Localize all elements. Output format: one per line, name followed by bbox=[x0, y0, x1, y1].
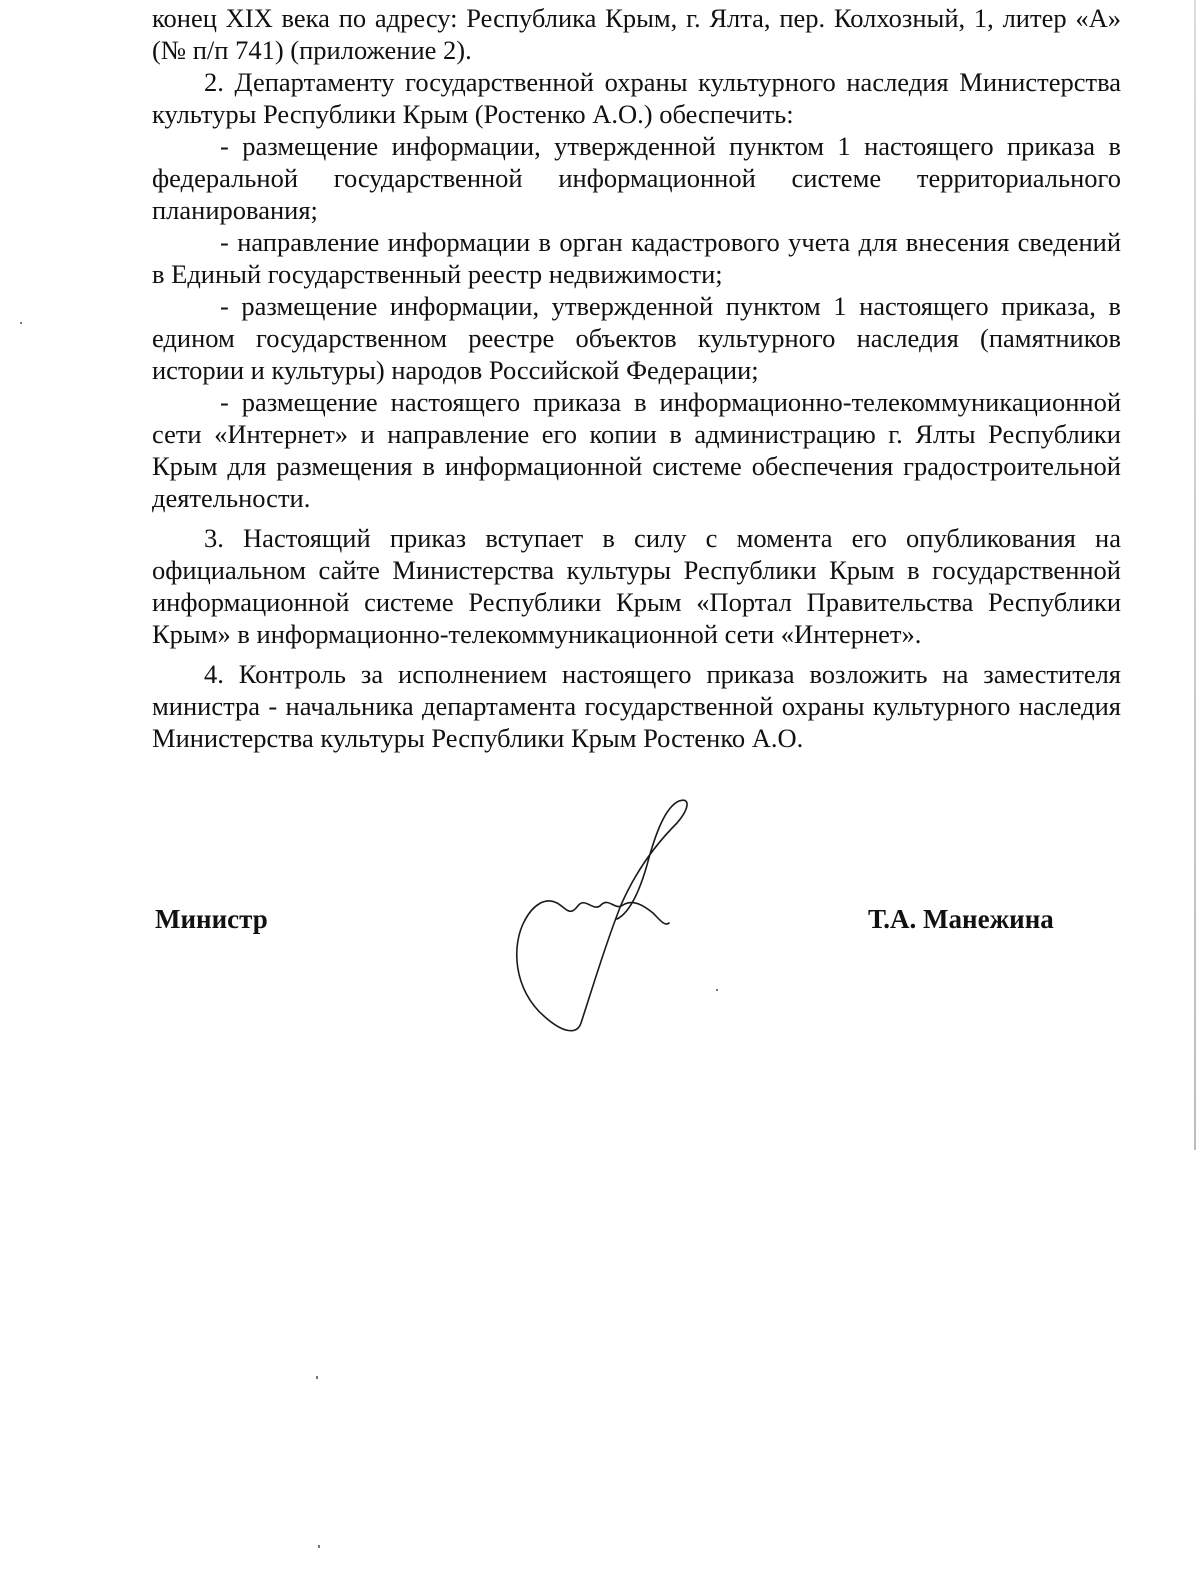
signatory-name: Т.А. Манежина bbox=[868, 904, 1054, 934]
scan-speck bbox=[316, 1376, 318, 1379]
paragraph-item-2: 2. Департаменту государственной охраны культурного наследия Министерства культуры Республики Крым (Ростенко А.О.) обеспечить: bbox=[152, 67, 1121, 129]
paragraph-bullet-cadastre: - направление информации в орган кадастрового учета для внесения сведений в Единый государственный реестр недвижимости; bbox=[152, 227, 1121, 289]
handwritten-signature bbox=[505, 795, 705, 1040]
paragraph-item-3: 3. Настоящий приказ вступает в силу с момента его опубликования на официальном сайте Министерства культуры Республики Крым в государственной информационной системе Республики Крым «Портал Правительства Республики Крым» в информационно-телекоммуникационной сети «Интернет». bbox=[152, 523, 1121, 649]
signatory-position: Министр bbox=[155, 904, 268, 934]
scan-speck bbox=[318, 1545, 320, 1548]
scan-edge-shadow bbox=[1194, 0, 1196, 1150]
paragraph-item-4: 4. Контроль за исполнением настоящего приказа возложить на заместителя министра - начальника департамента государственной охраны культурного наследия Министерства культуры Республики Крым Ростенко А.О. bbox=[152, 659, 1121, 753]
paragraph-bullet-ftis: - размещение информации, утвержденной пунктом 1 настоящего приказа в федеральной государственной информационной системе территориального планирования; bbox=[152, 131, 1121, 225]
paragraph-continuation: конец XIX века по адресу: Республика Крым, г. Ялта, пер. Колхозный, 1, литер «А» (№ п/п 741) (приложение 2). bbox=[152, 3, 1121, 65]
scan-speck bbox=[20, 322, 22, 324]
document-body bbox=[152, 2, 1121, 754]
paragraph-bullet-registry: - размещение информации, утвержденной пунктом 1 настоящего приказа, в едином государственном реестре объектов культурного наследия (памятников истории и культуры) народов Российской Федерации; bbox=[152, 291, 1121, 385]
scan-speck bbox=[716, 989, 718, 991]
paragraph-bullet-internet: - размещение настоящего приказа в информационно-телекоммуникационной сети «Интернет» и направление его копии в администрацию г. Ялты Республики Крым для размещения в информационной системе обеспечения градостроительной деятельности. bbox=[152, 387, 1121, 513]
